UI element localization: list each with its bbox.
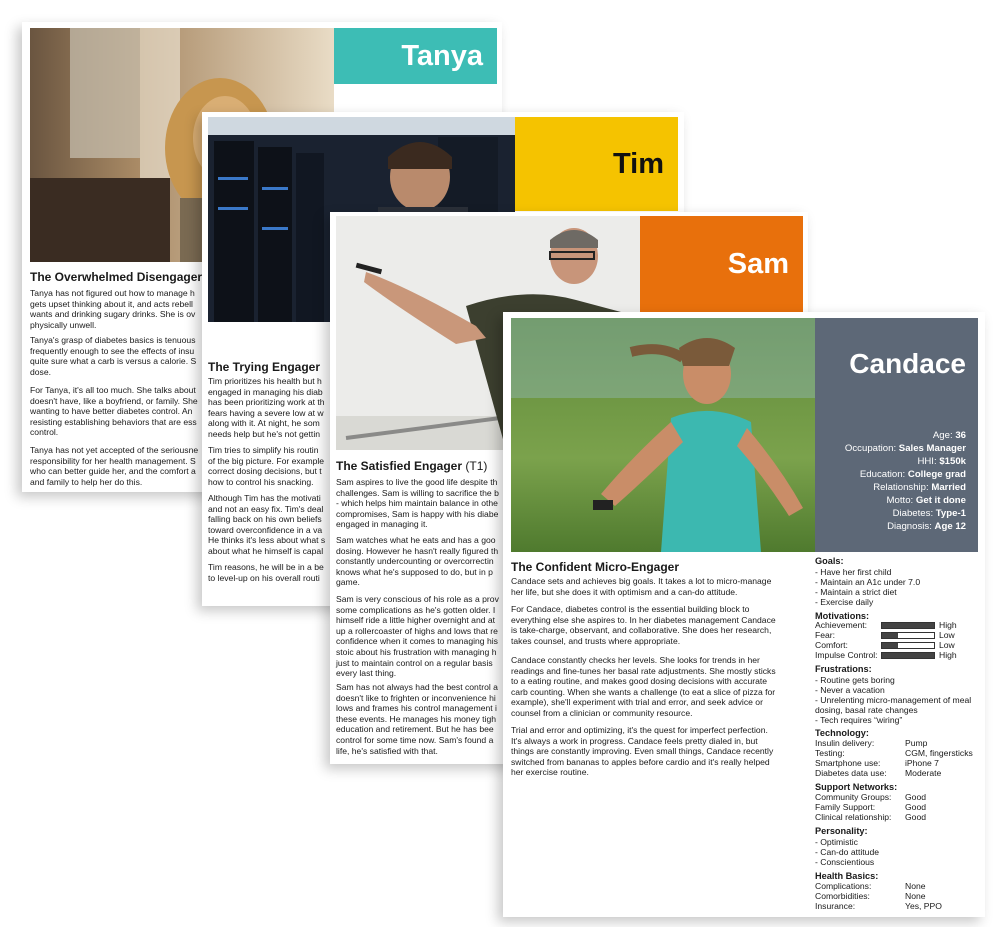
profile-hhi-value: $150k [939,456,966,467]
motivation-bar [881,642,935,649]
sam-subtitle-tag: (T1) [465,459,488,473]
personality-item: - Can-do attitude [815,847,880,857]
profile-occupation [845,443,966,454]
profile-education [860,469,966,480]
frustration-item: - Unrelenting micro-management of meal [815,695,972,705]
health-heading: Health Basics: [815,871,879,881]
frustration-item: - Tech requires “wiring” [815,715,903,725]
health-label: Insurance: [815,901,856,911]
motivation-bar [881,622,935,629]
sam-name: Sam [727,247,789,280]
tech-label: Insulin delivery: [815,738,875,748]
profile-hhi-label: HHI: [917,456,937,467]
profile-age-label: Age: [932,430,953,441]
tim-paragraph-4: Tim reasons, he will be in a be to level-up on his overall routi [208,562,324,583]
woman-running-image [511,318,815,552]
tim-name-banner [515,117,678,211]
profile-diagnosis-label: Diagnosis: [887,521,932,532]
motivation-bar-fill [882,623,934,628]
motivation-level: High [939,620,957,630]
motivation-bar [881,632,935,639]
tanya-name: Tanya [401,39,483,72]
profile-education-value: College grad [907,469,966,480]
personality-heading: Personality: [815,826,868,836]
profile-age [933,430,966,441]
motivation-label: Impulse Control: [815,650,878,660]
motivation-bar-fill [882,633,898,638]
candace-profile-panel [815,318,978,552]
profile-diagnosis-value: Age 12 [934,521,966,532]
tim-subtitle: The Trying Engager [208,360,321,374]
sam-paragraph-4: Sam has not always had the best control a doesn't like to frighten or inconvenience hi lows and frames his control management i these events. He manages his money tigh education and retirement. But he has bee control for some time now. Sam's found a life, he's satisfied with that. [336,682,498,756]
sam-subtitle [336,459,487,473]
profile-motto [887,495,966,506]
profile-age-value: 36 [955,430,966,441]
frustrations-heading: Frustrations: [815,664,872,674]
motivation-bar [881,652,935,659]
profile-motto-label: Motto: [886,495,914,506]
support-value: Good [905,812,927,822]
candace-photo [511,318,815,552]
tim-paragraph-2: Tim tries to simplify his routin of the big picture. For example correct dosing decisions, but t how to control his snacking. [208,445,325,487]
motivation-level: High [939,650,957,660]
tech-label: Smartphone use: [815,758,881,768]
candace-subtitle: The Confident Micro-Engager [511,560,679,574]
health-value: None [905,891,926,901]
health-label: Comorbidities: [815,891,870,901]
sam-subtitle-text: The Satisfied Engager [336,459,463,473]
tech-value: CGM, fingersticks [905,748,973,758]
tim-paragraph-1: Tim prioritizes his health but h engaged in managing his diab has been prioritizing work at th fears having a severe low at w along with it. At night, he som needs help but he's not gettin [208,376,325,439]
tech-value: iPhone 7 [905,758,939,768]
tanya-name-banner [334,28,497,84]
sam-paragraph-3: Sam is very conscious of his role as a prov some complications as he's gotten older. I himself ride a little higher overnight and at up a rollercoaster of highs and lows that re confidence when it comes to managing his stoic about his frustration with managing h just to maintain control on a regular basis every last thing. [336,594,499,679]
goals-heading: Goals: [815,556,844,566]
sam-name-banner [640,216,803,312]
tanya-paragraph-4: Tanya has not yet accepted of the seriousne responsibility for her health management. S who can better guide her, and the comfort a and family to help her do this. [30,445,199,487]
goal-item: - Maintain an A1c under 7.0 [815,577,921,587]
sam-paragraph-1: Sam aspires to live the good life despite th challenges. Sam is willing to sacrifice the b - which helps him maintain balance in othe compromises, Sam is happy with his diabe engaged in managing it. [336,477,499,530]
motivation-label: Comfort: [815,640,848,650]
motivation-label: Achievement: [815,620,868,630]
candace-details-panel [815,556,983,916]
goal-item: - Exercise daily [815,597,874,607]
sam-paragraph-2: Sam watches what he eats and has a goo dosing. However he hasn't really figured th constantly undercounting or overcorrectin knows what he's supposed to do, but in p game. [336,535,499,588]
frustration-item: - Never a vacation [815,685,885,695]
motivation-level: Low [939,630,955,640]
motivation-bar-fill [882,643,898,648]
profile-education-label: Education: [859,469,906,480]
tanya-paragraph-2: Tanya's grasp of diabetes basics is tenuous frequently enough to see the effects of insu quite sure what a carb is versus a calorie. S dose. [30,335,197,377]
profile-occupation-value: Sales Manager [898,443,966,454]
support-value: Good [905,792,927,802]
motivation-level: Low [939,640,955,650]
goal-item: - Maintain a strict diet [815,587,897,597]
health-value: Yes, PPO [905,901,942,911]
profile-relationship [873,482,966,493]
candace-paragraph-2: For Candace, diabetes control is the essential building block to everything else she aspires to. In her diabetes management Candace is take-charge, observant, and collaborative. She does her research, takes counsel, and trusts where appropriate. [511,604,776,646]
health-value: None [905,881,926,891]
profile-diabetes-label: Diabetes: [892,508,934,519]
support-label: Clinical relationship: [815,812,892,822]
profile-occupation-label: Occupation: [844,443,897,454]
tech-label: Diabetes data use: [815,768,887,778]
profile-diabetes-value: Type-1 [935,508,966,519]
motivation-bar-fill [882,653,934,658]
tech-value: Moderate [905,768,942,778]
frustration-item: - Routine gets boring [815,675,895,685]
support-label: Family Support: [815,802,876,812]
motivations-heading: Motivations: [815,611,870,621]
technology-heading: Technology: [815,728,869,738]
tech-label: Testing: [815,748,845,758]
motivation-label: Fear: [815,630,836,640]
profile-relationship-label: Relationship: [873,482,929,493]
tanya-paragraph-3: For Tanya, it's all too much. She talks about doesn't have, like a boyfriend, or family. She wanting to have better diabetes control. An resisting establishing behaviors that are ess control. [30,385,198,438]
tanya-paragraph-1: Tanya has not figured out how to manage h gets upset thinking about it, and acts rebell wants and drinking sugary drinks. She is ov physically unwell. [30,288,196,330]
support-label: Community Groups: [815,792,892,802]
profile-motto-value: Get it done [915,495,966,506]
frustration-item: dosing, basal rate changes [815,705,918,715]
profile-relationship-value: Married [931,482,966,493]
candace-paragraph-1: Candace sets and achieves big goals. It takes a lot to micro-manage her life, but she does it with optimism and a can-do attitude. [511,576,772,597]
profile-diagnosis [887,521,966,532]
persona-card-candace [503,312,985,917]
tim-paragraph-3: Although Tim has the motivati and not an easy fix. Tim's deal falling back on his own beliefs toward overconfidence in a va He thinks it's less about what s about what he himself is capal [208,493,326,556]
profile-diabetes [893,508,966,519]
profile-hhi [917,456,966,467]
support-value: Good [905,802,927,812]
tim-name: Tim [612,147,664,180]
tech-value: Pump [905,738,928,748]
personality-item: - Optimistic [815,837,858,847]
candace-paragraph-3: Candace constantly checks her levels. She looks for trends in her readings and fine-tunes her basal rate adjustments. She mostly sticks to a eating routine, and makes good dosing decisions with accurate carb counting. When she wants a challenge (to eat a slice of pizza for example), she'll experiment with trial and error, and seek advice or counsel from a clinician or community resource. [511,655,776,718]
health-label: Complications: [815,881,872,891]
goal-item: - Have her first child [815,567,892,577]
personality-item: - Conscientious [815,857,875,867]
support-heading: Support Networks: [815,782,898,792]
candace-name: Candace [849,348,966,379]
candace-paragraph-4: Trial and error and optimizing, it's the quest for imperfect perfection. It's always a work in progress. Candace feels pretty dialed in, but things are constantly improving. Even small things, Candace recently switched from bananas to apples before cardio and it's really helped her exercise routine. [511,725,774,778]
tanya-subtitle: The Overwhelmed Disengager [30,270,203,284]
